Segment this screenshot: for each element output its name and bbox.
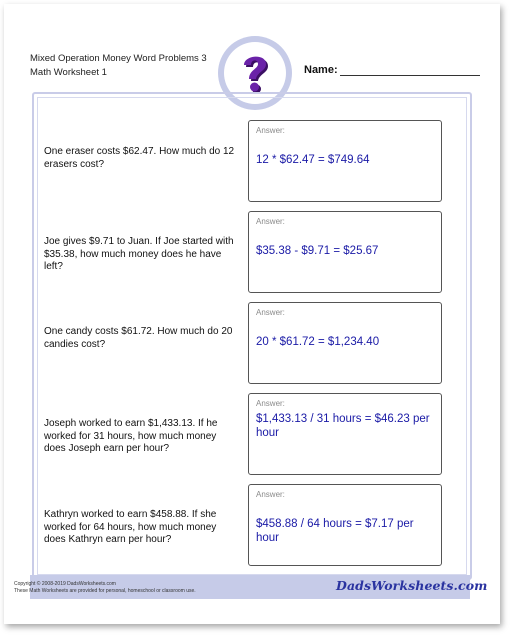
problem-4-question: Joseph worked to earn $1,433.13. If he worked for 31 hours, how much money does Joseph earn per hour?	[44, 418, 218, 454]
brand-logo[interactable]: DadsWorksheets.com	[336, 578, 488, 593]
answer-box-2[interactable]	[248, 211, 442, 293]
answer-5-text: $458.88 / 64 hours = $7.17 per hour	[256, 518, 414, 544]
answer-box-1[interactable]	[248, 120, 442, 202]
answer-1-text: 12 * $62.47 = $749.64	[256, 154, 370, 166]
answer-label: Answer:	[256, 399, 285, 408]
copyright-text: Copyright © 2008-2019 DadsWorksheets.com	[14, 581, 116, 587]
answer-4-text: $1,433.13 / 31 hours = $46.23 per hour	[256, 413, 430, 439]
name-label: Name:	[304, 64, 338, 76]
answer-2-text: $35.38 - $9.71 = $25.67	[256, 245, 379, 257]
problem-1-question: One eraser costs $62.47. How much do 12 erasers cost?	[44, 146, 235, 170]
answer-label: Answer:	[256, 126, 285, 135]
problem-5-question: Kathryn worked to earn $458.88. If she worked for 64 hours, how much money does Kathryn earn per hour?	[44, 509, 217, 545]
answer-box-5[interactable]	[248, 484, 442, 566]
worksheet-title-line1: Mixed Operation Money Word Problems 3	[30, 53, 207, 64]
answer-label: Answer:	[256, 217, 285, 226]
answer-label: Answer:	[256, 308, 285, 317]
worksheet-title	[30, 52, 207, 80]
answer-box-3[interactable]	[248, 302, 442, 384]
answer-box-4[interactable]	[248, 393, 442, 475]
problem-3-question: One candy costs $61.72. How much do 20 candies cost?	[44, 326, 233, 350]
problem-2-question: Joe gives $9.71 to Juan. If Joe started with $35.38, how much money does he have left?	[44, 236, 234, 272]
footer-copyright	[14, 581, 196, 594]
answer-label: Answer:	[256, 490, 285, 499]
name-field[interactable]	[340, 75, 480, 76]
question-mark-icon	[235, 50, 275, 96]
answer-3-text: 20 * $61.72 = $1,234.40	[256, 336, 380, 348]
worksheet-title-line2: Math Worksheet 1	[30, 67, 107, 78]
usage-text: These Math Worksheets are provided for personal, homeschool or classroom use.	[14, 587, 196, 594]
